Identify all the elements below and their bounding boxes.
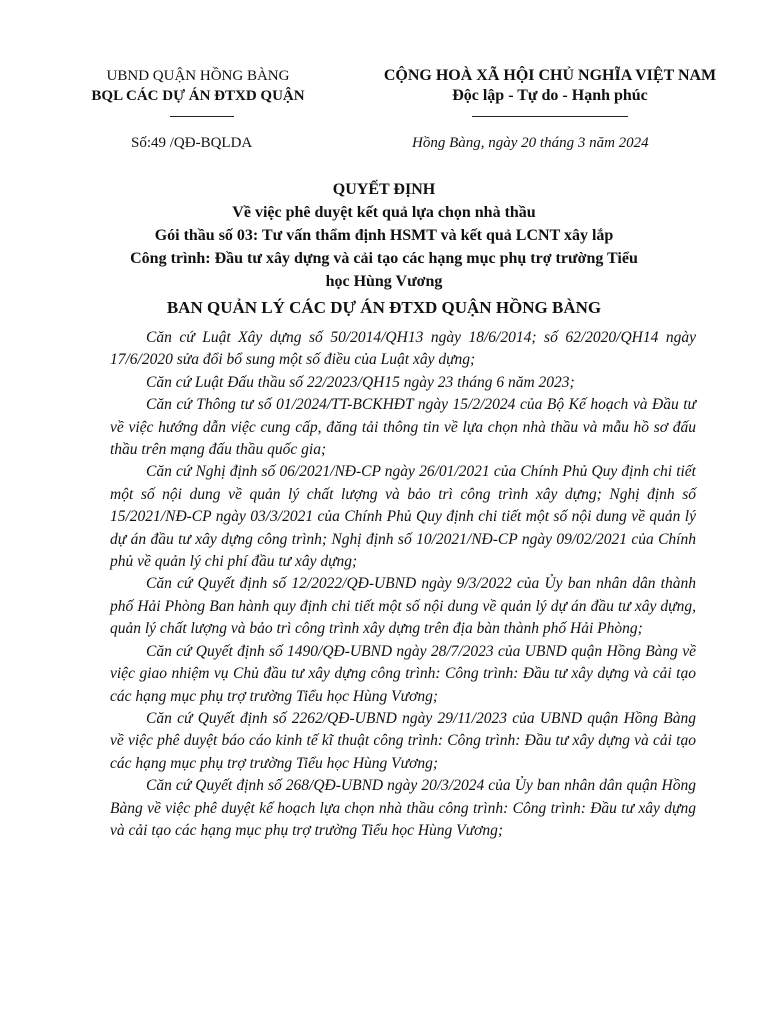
paragraph: Căn cứ Thông tư số 01/2024/TT-BCKHĐT ngày 15/2/2024 của Bộ Kế hoạch và Đầu tư về việc hướng dẫn việc cung cấp, đăng tải thông tin về lựa chọn nhà thầu và mẫu hồ sơ đấu thầu trên mạng đấu thầu quốc gia; [110,396,696,459]
package-name: Gói thầu số 03: Tư vấn thẩm định HSMT và kết quả LCNT xây lắp [154,227,614,244]
paragraph: Căn cứ Nghị định số 06/2021/NĐ-CP ngày 26/01/2021 của Chính Phủ Quy định chi tiết một số nội dung về quản lý chất lượng và bảo trì công trình xây dựng; Nghị định số 15/2021/NĐ-CP ngày 03/3/2021 của Chính Phủ Quy định chi tiết một số nội dung về quản lý dự án đầu tư xây dựng công trình; Nghị định số 10/2021/NĐ-CP ngày 09/02/2021 của Chính phủ về quản lý chi phí đầu tư xây dựng; [110,463,696,571]
divider-right [472,116,628,117]
legal-basis-section [110,327,696,842]
document-number: Số:49 /QĐ-BQLDA [131,135,253,151]
paragraph: Căn cứ Luật Đấu thầu số 22/2023/QH15 ngày 23 tháng 6 năm 2023; [146,373,575,391]
department-name: BQL CÁC DỰ ÁN ĐTXD QUẬN [91,88,305,104]
authority-name: UBND QUẬN HỒNG BÀNG [106,68,290,84]
paragraph: Căn cứ Quyết định số 268/QĐ-UBND ngày 20/3/2024 của Ủy ban nhân dân quận Hồng Bàng về việc phê duyệt kế hoạch lựa chọn nhà thầu công trình: Công trình: Đầu tư xây dựng và cải tạo các hạng mục phụ trợ trường Tiểu học Hùng Vương; [110,777,696,839]
document-heading: QUYẾT ĐỊNH [332,181,436,198]
country-name: CỘNG HOÀ XÃ HỘI CHỦ NGHĨA VIỆT NAM [383,67,717,84]
motto: Độc lập - Tự do - Hạnh phúc [452,87,648,104]
document-subject: Về việc phê duyệt kết quả lựa chọn nhà thầu [232,204,536,221]
issuer-heading: BAN QUẢN LÝ CÁC DỰ ÁN ĐTXD QUẬN HỒNG BÀNG [166,298,602,317]
paragraph: Căn cứ Quyết định số 2262/QĐ-UBND ngày 29/11/2023 của UBND quận Hồng Bàng về việc phê duyệt báo cáo kinh tế kĩ thuật công trình: Công trình: Đầu tư xây dựng và cải tạo các hạng mục phụ trợ trường Tiểu học Hùng Vương; [110,709,696,772]
project-line-2: học Hùng Vương [325,273,443,290]
issuing-authority-block [82,66,314,106]
paragraph: Căn cứ Quyết định số 1490/QĐ-UBND ngày 28/7/2023 của UBND quận Hồng Bàng về việc giao nhiệm vụ Chủ đầu tư xây dựng công trình: Công trình: Đầu tư xây dựng và cải tạo các hạng mục phụ trợ trường Tiểu học Hùng Vương; [110,642,696,705]
paragraph: Căn cứ Quyết định số 12/2022/QĐ-UBND ngày 9/3/2022 của Ủy ban nhân dân thành phố Hải Phòng Ban hành quy định chi tiết một số nội dung về quản lý dự án đầu tư xây dựng, quản lý chất lượng và bảo trì công trình xây dựng trên địa bàn thành phố Hải Phòng; [110,575,696,638]
paragraph: Căn cứ Luật Xây dựng số 50/2014/QH13 ngày 18/6/2014; số 62/2020/QH14 ngày 17/6/2020 sửa đổi bổ sung một số điều của Luật xây dựng; [110,329,696,369]
divider-left [170,116,234,117]
project-line-1: Công trình: Đầu tư xây dựng và cải tạo các hạng mục phụ trợ trường Tiểu [130,250,638,267]
national-motto-block [372,66,728,106]
place-and-date: Hồng Bàng, ngày 20 tháng 3 năm 2024 [412,135,649,151]
